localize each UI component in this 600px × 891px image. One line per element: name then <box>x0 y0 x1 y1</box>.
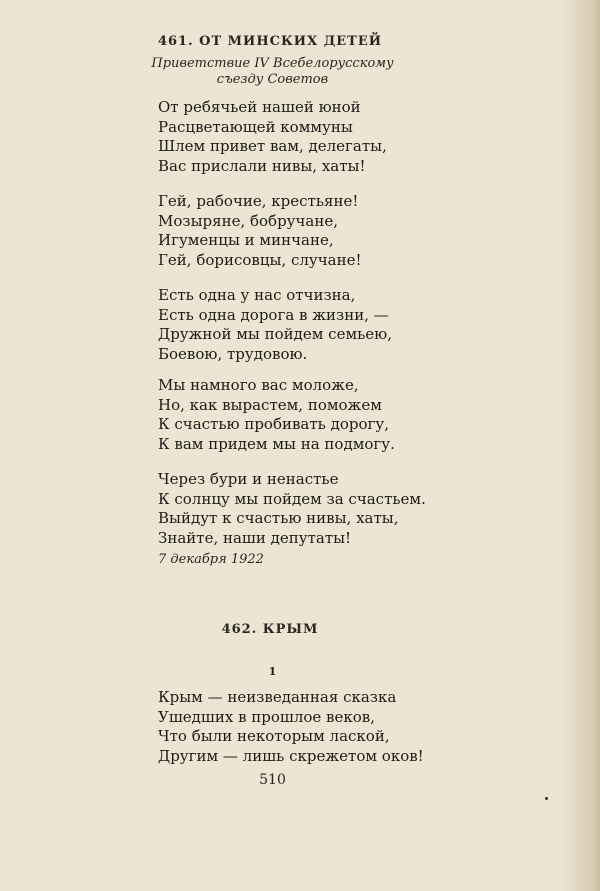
verse-line: К вам придем мы на подмогу. <box>158 434 395 453</box>
dedication <box>0 56 545 88</box>
poem-date: 7 декабря 1922 <box>158 552 264 567</box>
verse-line: Ушедших в прошлое веков, <box>158 707 376 726</box>
verse-line: К солнцу мы пойдем за счастьем. <box>158 489 426 508</box>
dedication-line: Приветствие IV Всебелорусскому <box>151 56 394 71</box>
verse-line: Есть одна дорога в жизни, — <box>158 305 389 324</box>
verse-line: К счастью пробивать дорогу, <box>158 415 389 433</box>
verse-line: Гей, борисовцы, случане! <box>158 250 362 269</box>
verse-line: Через бури и ненастье <box>158 470 339 488</box>
verse-line: Игуменцы и минчане, <box>158 231 334 249</box>
verse-line: Боевою, трудовою. <box>158 344 308 363</box>
stanza <box>158 470 458 548</box>
verse-line: Знайте, наши депутаты! <box>158 528 352 547</box>
verse-line: Гей, рабочие, крестьяне! <box>158 192 359 210</box>
verse-line: Мозыряне, бобручане, <box>158 211 339 230</box>
verse-line: Расцветающей коммуны <box>158 117 353 136</box>
verse-line: Другим — лишь скрежетом оков! <box>158 746 424 765</box>
page-number: 510 <box>259 772 286 788</box>
stanza <box>158 688 458 766</box>
verse-line: Что были некоторым лаской, <box>158 727 390 745</box>
verse-line: Крым — неизведанная сказка <box>158 688 397 706</box>
verse-line: Выйдут к счастью нивы, хаты, <box>158 509 399 527</box>
page-edge-shadow <box>560 0 600 891</box>
verse-line: Мы намного вас моложе, <box>158 376 359 394</box>
poem-title: 461. ОТ МИНСКИХ ДЕТЕЙ <box>157 34 383 49</box>
verse-line: От ребячьей нашей юной <box>158 98 361 116</box>
dedication-line: съезду Советов <box>216 72 329 87</box>
stanza <box>158 192 458 270</box>
poem-title: 462. КРЫМ <box>221 622 319 637</box>
stanza <box>158 98 458 176</box>
section-number: 1 <box>268 665 277 678</box>
verse-line: Вас прислали нивы, хаты! <box>158 156 366 175</box>
verse-line: Есть одна у нас отчизна, <box>158 286 356 304</box>
stanza <box>158 286 458 364</box>
verse-line: Дружной мы пойдем семьею, <box>158 325 392 343</box>
ink-speck <box>545 797 548 800</box>
verse-line: Шлем привет вам, делегаты, <box>158 137 387 155</box>
stanza <box>158 376 458 454</box>
verse-line: Но, как вырастем, поможем <box>158 395 382 414</box>
